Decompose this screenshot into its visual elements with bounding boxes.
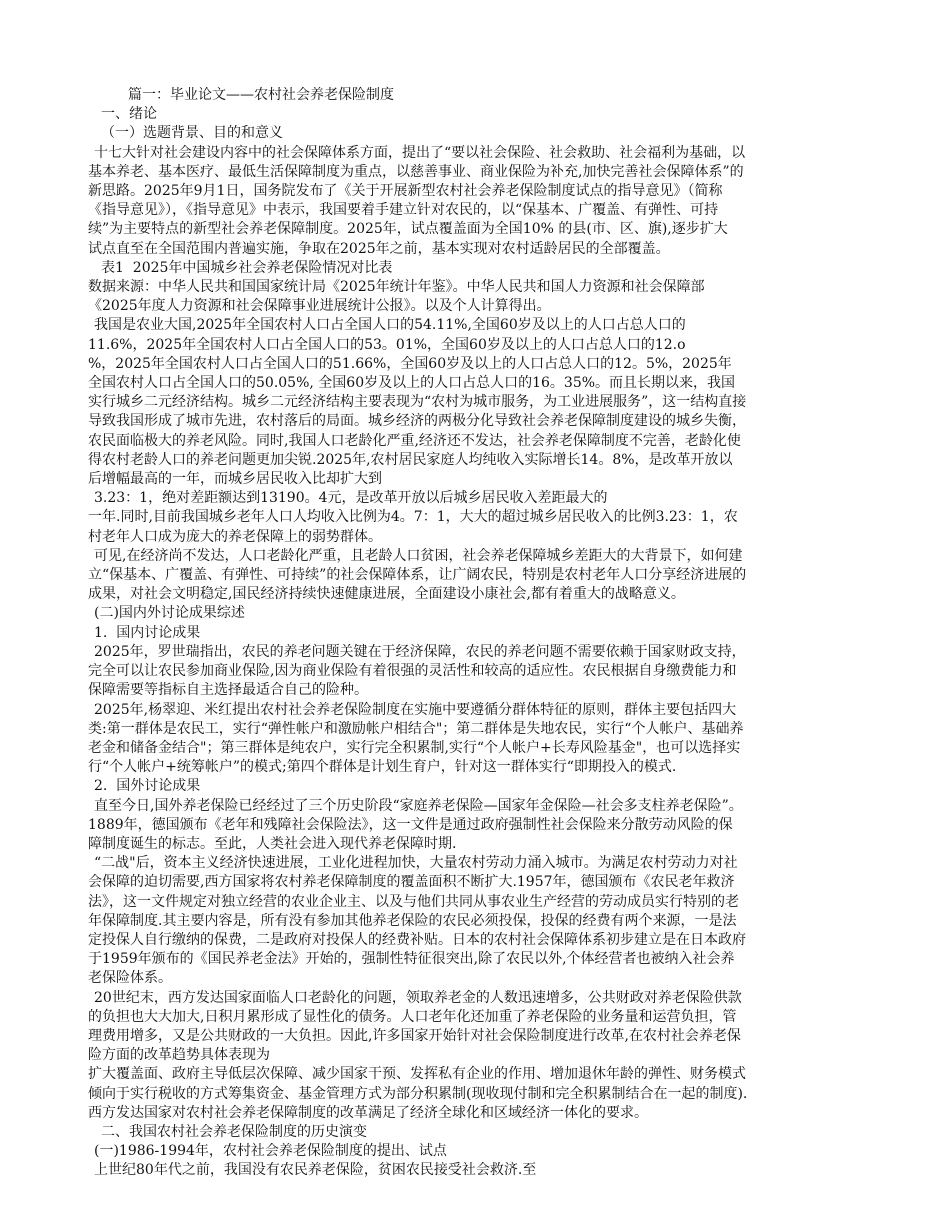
paragraph-line: 西方发达国家对农村社会养老保障制度的改革满足了经济全球化和区域经济一体化的要求。: [88, 1104, 648, 1121]
paragraph-line: 得农村老龄人口的养老问题更加尖锐.2025年,农村居民家庭人均纯收入实际增长14。8%，是改革开放以: [88, 451, 733, 468]
paragraph-line: 年保障制度.其主要内容是，所有没有参加其他养老保险的农民必须投保，投保的经费有两个来源，一是法: [88, 912, 737, 929]
paragraph-line: 上世纪80年代之前，我国没有农民养老保险，贫困农民接受社会救济.至: [94, 1162, 537, 1179]
paragraph-line: 十七大针对社会建设内容中的社会保障体系方面，提出了“要以社会保险、社会救助、社会福利为基础，以: [94, 144, 746, 161]
paragraph-line: 定投保人自行缴纳的保费，二是政府对投保人的经费补贴。日本的农村社会保障体系初步建立是在日本政府: [88, 931, 746, 948]
paragraph-line: 立“保基本、广覆盖、有弹性、可持续”的社会保障体系，让广阔农民，特别是农村老年人口分享经济进展的: [88, 567, 747, 584]
section-heading: 二、我国农村社会养老保险制度的历史演变: [101, 1123, 367, 1140]
paragraph-line: 老金和储备金结合"；第三群体是纯农户，实行完全积累制,实行“个人帐户+长寿风险基金"，也可以选择实: [88, 739, 741, 756]
paragraph-line: 的负担也大大加大,日积月累形成了显性化的债务。人口老年化还加重了养老保险的业务量和运营负担，管: [88, 1008, 737, 1025]
paragraph-line: 扩大覆盖面、政府主导低层次保障、减少国家干预、发挥私有企业的作用、增加退休年龄的弹性、财务模式: [88, 1066, 746, 1083]
paragraph-line: 完全可以让农民参加商业保险,因为商业保险有着很强的灵活性和较高的适应性。农民根据自身缴费能力和: [88, 663, 737, 680]
paragraph-line: 倾向于实行税收的方式筹集资金、基金管理方式为部分积累制(现收现付制和完全积累制结合在一起的制度).: [88, 1085, 748, 1102]
data-source-line: 数据来源：中华人民共和国国家统计局《2025年统计年鉴》。中华人民共和国人力资源和社会保障部: [88, 279, 705, 296]
subsection-heading: 2. 国外讨论成果: [94, 778, 201, 795]
subsection-heading: （一）选题背景、目的和意义: [101, 125, 283, 142]
paragraph-line: 我国是农业大国,2025年全国农村人口占全国人口的54.11%,全国60岁及以上的人口占总人口的: [94, 317, 686, 334]
paragraph-line: 《指导意见》），《指导意见》中表示，我国要着手建立针对农民的，以“保基本、广覆盖、有弹性、可持: [88, 202, 719, 219]
paragraph-line: 后增幅最高的一年，而城乡居民收入比却扩大到: [88, 471, 382, 488]
paragraph-line: 2025年，罗世瑞指出，农民的养老问题关键在于经济保障，农民的养老问题不需要依赖于国家财政支持，: [94, 643, 746, 660]
paragraph-line: 新思路。2025年9月1日，国务院发布了《关于开展新型农村社会养老保险制度试点的指导意见》（简称: [88, 183, 723, 200]
section-heading: 一、绪论: [101, 106, 157, 123]
paragraph-line: 法》，这一文件规定对独立经营的农业企业主、以及与他们共同从事农业生产经营的劳动成员实行特别的老: [88, 893, 739, 910]
paragraph-line: %，2025年全国农村人口占全国人口的51.66%，全国60岁及以上的人口占总人口的12。5%，2025年: [88, 355, 732, 372]
paragraph-line: 直至今日,国外养老保险已经经过了三个历史阶段“家庭养老保险—国家年金保险—社会多支柱养老保险”。: [94, 797, 743, 814]
paragraph-line: 理费用增多，又是公共财政的一大负担。因此,许多国家开始针对社会保险制度进行改革,在农村社会养老保: [88, 1027, 741, 1044]
paragraph-line: 于1959年颁布的《国民养老金法》开始的，强制性特征很突出,除了农民以外,个体经营者也被纳入社会养: [88, 951, 735, 968]
document-page: [88, 86, 868, 1181]
paragraph-line: 行“个人帐户+统筹帐户”的模式;第四个群体是计划生育户，针对这一群体实行“即期投入的模式.: [88, 759, 677, 776]
paragraph-line: 保障需要等指标自主选择最适合自己的险种。: [88, 682, 368, 699]
paragraph-line: 会保障的迫切需要,西方国家将农村养老保障制度的覆盖面积不断扩大.1957年，德国颁布《农民老年救济: [88, 874, 735, 891]
paragraph-line: 一年.同时,目前我国城乡老年人口人均收入比例为4。7：1，大大的超过城乡居民收入的比例3.23：1，农: [88, 509, 738, 526]
paragraph-line: 类:第一群体是农民工，实行“弹性帐户和激励帐户相结合"；第二群体是失地农民，实行“个人帐户、基础养: [88, 720, 744, 737]
paragraph-line: 实行城乡二元经济结构。城乡二元经济结构主要表现为“农村为城市服务，为工业进展服务”，这一结构直接: [88, 394, 747, 411]
paragraph-line: 2025年,杨翠迎、米红提出农村社会养老保险制度在实施中要遵循分群体特征的原则，群体主要包括四大: [94, 701, 737, 718]
paragraph-line: 村老年人口成为庞大的养老保障上的弱势群体。: [88, 528, 382, 545]
paragraph-line: 险方面的改革趋势具体表现为: [88, 1047, 270, 1064]
paragraph-line: 导致我国形成了城市先进，农村落后的局面。城乡经济的两极分化导致社会养老保障制度建设的城乡失衡，: [88, 413, 746, 430]
paragraph-line: 全国农村人口占全国人口的50.05%, 全国60岁及以上的人口占总人口的16。35%。而且长期以来，我国: [88, 375, 736, 392]
paragraph-line: “二战"后，资本主义经济快速进展，工业化进程加快，大量农村劳动力涌入城市。为满足农村劳动力对社: [94, 855, 738, 872]
paragraph-line: 障制度诞生的标志。至此，人类社会进入现代养老保障时期.: [88, 835, 457, 852]
paragraph-line: 基本养老、基本医疗、最低生活保障制度为重点，以慈善事业、商业保险为补充,加快完善社会保障体系”的: [88, 163, 744, 180]
paragraph-line: 20世纪末，西方发达国家面临人口老龄化的问题，领取养老金的人数迅速增多，公共财政对养老保险供款: [94, 989, 742, 1006]
subsection-heading: (二)国内外讨论成果综述: [94, 605, 245, 622]
paragraph-line: 成果，对社会文明稳定,国民经济持续快速健康进展，全面建设小康社会,都有着重大的战略意义。: [88, 586, 685, 603]
paragraph-line: 3.23：1，绝对差距额达到13190。4元，是改革开放以后城乡居民收入差距最大的: [94, 490, 608, 507]
paragraph-line: 11.6%，2025年全国农村人口占全国人口的53。01%，全国60岁及以上的人口占总人口的12.o: [88, 336, 686, 353]
paragraph-line: 可见,在经济尚不发达，人口老龄化严重，且老龄人口贫困，社会养老保障城乡差距大的大背景下，如何建: [94, 547, 743, 564]
paragraph-line: 续”为主要特点的新型社会养老保障制度。2025年，试点覆盖面为全国10% 的县(市、区、旗),逐步扩大: [88, 221, 728, 238]
paragraph-line: 1889年，德国颁布《老年和残障社会保险法》，这一文件是通过政府强制性社会保险来分散劳动风险的保: [88, 816, 733, 833]
paragraph-line: 老保险体系。: [88, 970, 172, 987]
table-caption: 表1 2025年中国城乡社会养老保险情况对比表: [101, 259, 393, 276]
paragraph-line: 试点直至在全国范围内普遍实施，争取在2025年之前，基本实现对农村适龄居民的全部覆盖。: [88, 240, 670, 257]
data-source-line: 《2025年度人力资源和社会保障事业进展统计公报》。以及个人计算得出。: [88, 298, 551, 315]
paragraph-line: 农民面临极大的养老风险。同时,我国人口老龄化严重,经济还不发达，社会养老保障制度不完善，老龄化使: [88, 432, 741, 449]
subsection-heading: (一)1986-1994年，农村社会养老保险制度的提出、试点: [94, 1143, 447, 1160]
document-title: 篇一：毕业论文——农村社会养老保险制度: [128, 87, 394, 103]
subsection-heading: 1. 国内讨论成果: [94, 624, 201, 641]
